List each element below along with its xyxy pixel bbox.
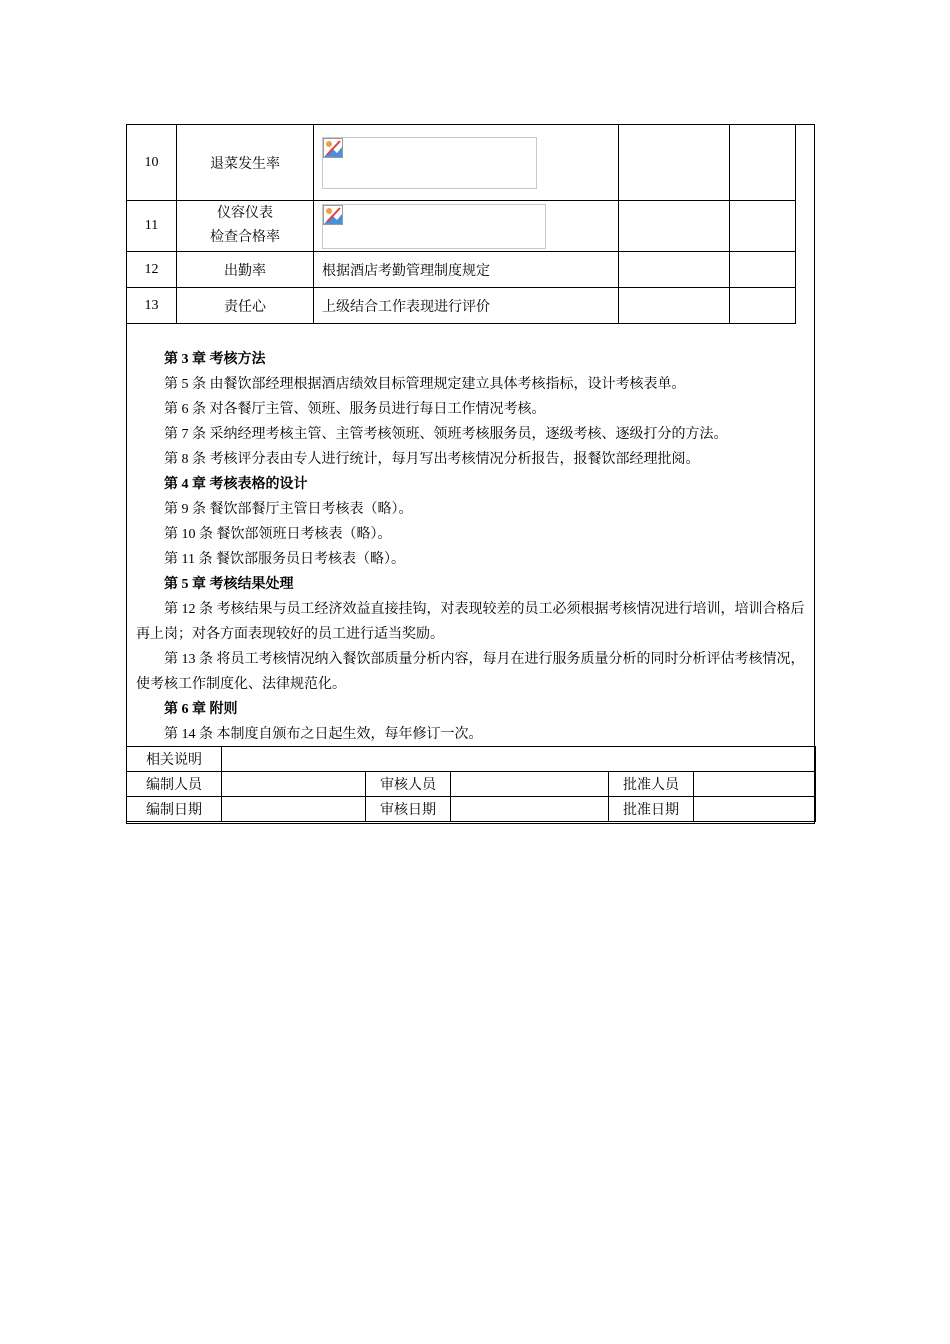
approved-date-label: 批准日期 [609,797,694,822]
indicator-name-line: 责任心 [224,299,266,315]
related-notes-label: 相关说明 [127,747,222,772]
broken-image-icon [323,205,343,225]
article: 第 12 条 考核结果与员工经济效益直接挂钩，对表现较差的员工必须根据考核情况进行培训，培训合格后再上岗；对各方面表现较好的员工进行适当奖励。 [136,602,805,642]
criteria-cell: 根据酒店考勤管理制度规定 [314,252,619,288]
article: 第 6 条 对各餐厅主管、领班、服务员进行每日工作情况考核。 [164,402,546,417]
approved-date-value[interactable] [694,797,816,822]
prepared-date-label: 编制日期 [127,797,222,822]
article: 第 7 条 采纳经理考核主管、主管考核领班、领班考核服务员，逐级考核、逐级打分的方法。 [164,427,728,442]
prepared-by-value[interactable] [222,772,366,797]
indicator-name [177,252,314,288]
reviewed-by-value[interactable] [451,772,609,797]
indicator-name-line: 退菜发生率 [210,156,280,172]
chapter-heading: 第 6 章 附则 [164,702,238,717]
indicator-name-line: 出勤率 [224,263,266,279]
table-row [127,288,796,324]
chapter-heading: 第 5 章 考核结果处理 [164,577,294,592]
criteria-cell [314,125,619,201]
indicator-name [177,125,314,201]
article: 第 11 条 餐饮部服务员日考核表（略）。 [164,552,405,567]
row-number: 11 [127,201,177,252]
article: 第 13 条 将员工考核情况纳入餐饮部质量分析内容，每月在进行服务质量分析的同时分析评估考核情况，使考核工作制度化、法律规范化。 [136,652,805,692]
empty-cell [619,125,730,201]
row-number: 12 [127,252,177,288]
broken-image-icon [323,138,343,158]
regulation-body [136,347,808,747]
prepared-date-value[interactable] [222,797,366,822]
article: 第 10 条 餐饮部领班日考核表（略）。 [164,527,392,542]
image-placeholder [322,204,546,249]
article: 第 5 条 由餐饮部经理根据酒店绩效目标管理规定建立具体考核指标，设计考核表单。 [164,377,686,392]
reviewed-by-label: 审核人员 [366,772,451,797]
approved-by-label: 批准人员 [609,772,694,797]
table-row [127,772,816,797]
related-notes-value[interactable] [222,747,816,772]
signature-table [126,746,816,822]
empty-cell [730,125,796,201]
empty-cell [619,288,730,324]
kpi-table [126,124,796,324]
empty-cell [730,201,796,252]
article: 第 14 条 本制度自颁布之日起生效，每年修订一次。 [164,727,483,742]
reviewed-date-label: 审核日期 [366,797,451,822]
article: 第 8 条 考核评分表由专人进行统计，每月写出考核情况分析报告，报餐饮部经理批阅。 [164,452,700,467]
table-row [127,797,816,822]
table-row [127,125,796,201]
prepared-by-label: 编制人员 [127,772,222,797]
article: 第 9 条 餐饮部餐厅主管日考核表（略）。 [164,502,413,517]
approved-by-value[interactable] [694,772,816,797]
reviewed-date-value[interactable] [451,797,609,822]
image-placeholder [322,137,537,189]
table-row [127,201,796,252]
empty-cell [619,201,730,252]
criteria-cell: 上级结合工作表现进行评价 [314,288,619,324]
indicator-name-line: 仪容仪表 [217,206,273,221]
row-number: 10 [127,125,177,201]
chapter-heading: 第 3 章 考核方法 [164,352,266,367]
empty-cell [730,252,796,288]
indicator-name [177,288,314,324]
indicator-name [177,201,314,252]
table-row [127,252,796,288]
chapter-heading: 第 4 章 考核表格的设计 [164,477,308,492]
empty-cell [619,252,730,288]
indicator-name-line: 检查合格率 [210,230,280,245]
empty-cell [730,288,796,324]
row-number: 13 [127,288,177,324]
criteria-cell [314,201,619,252]
table-row [127,747,816,772]
